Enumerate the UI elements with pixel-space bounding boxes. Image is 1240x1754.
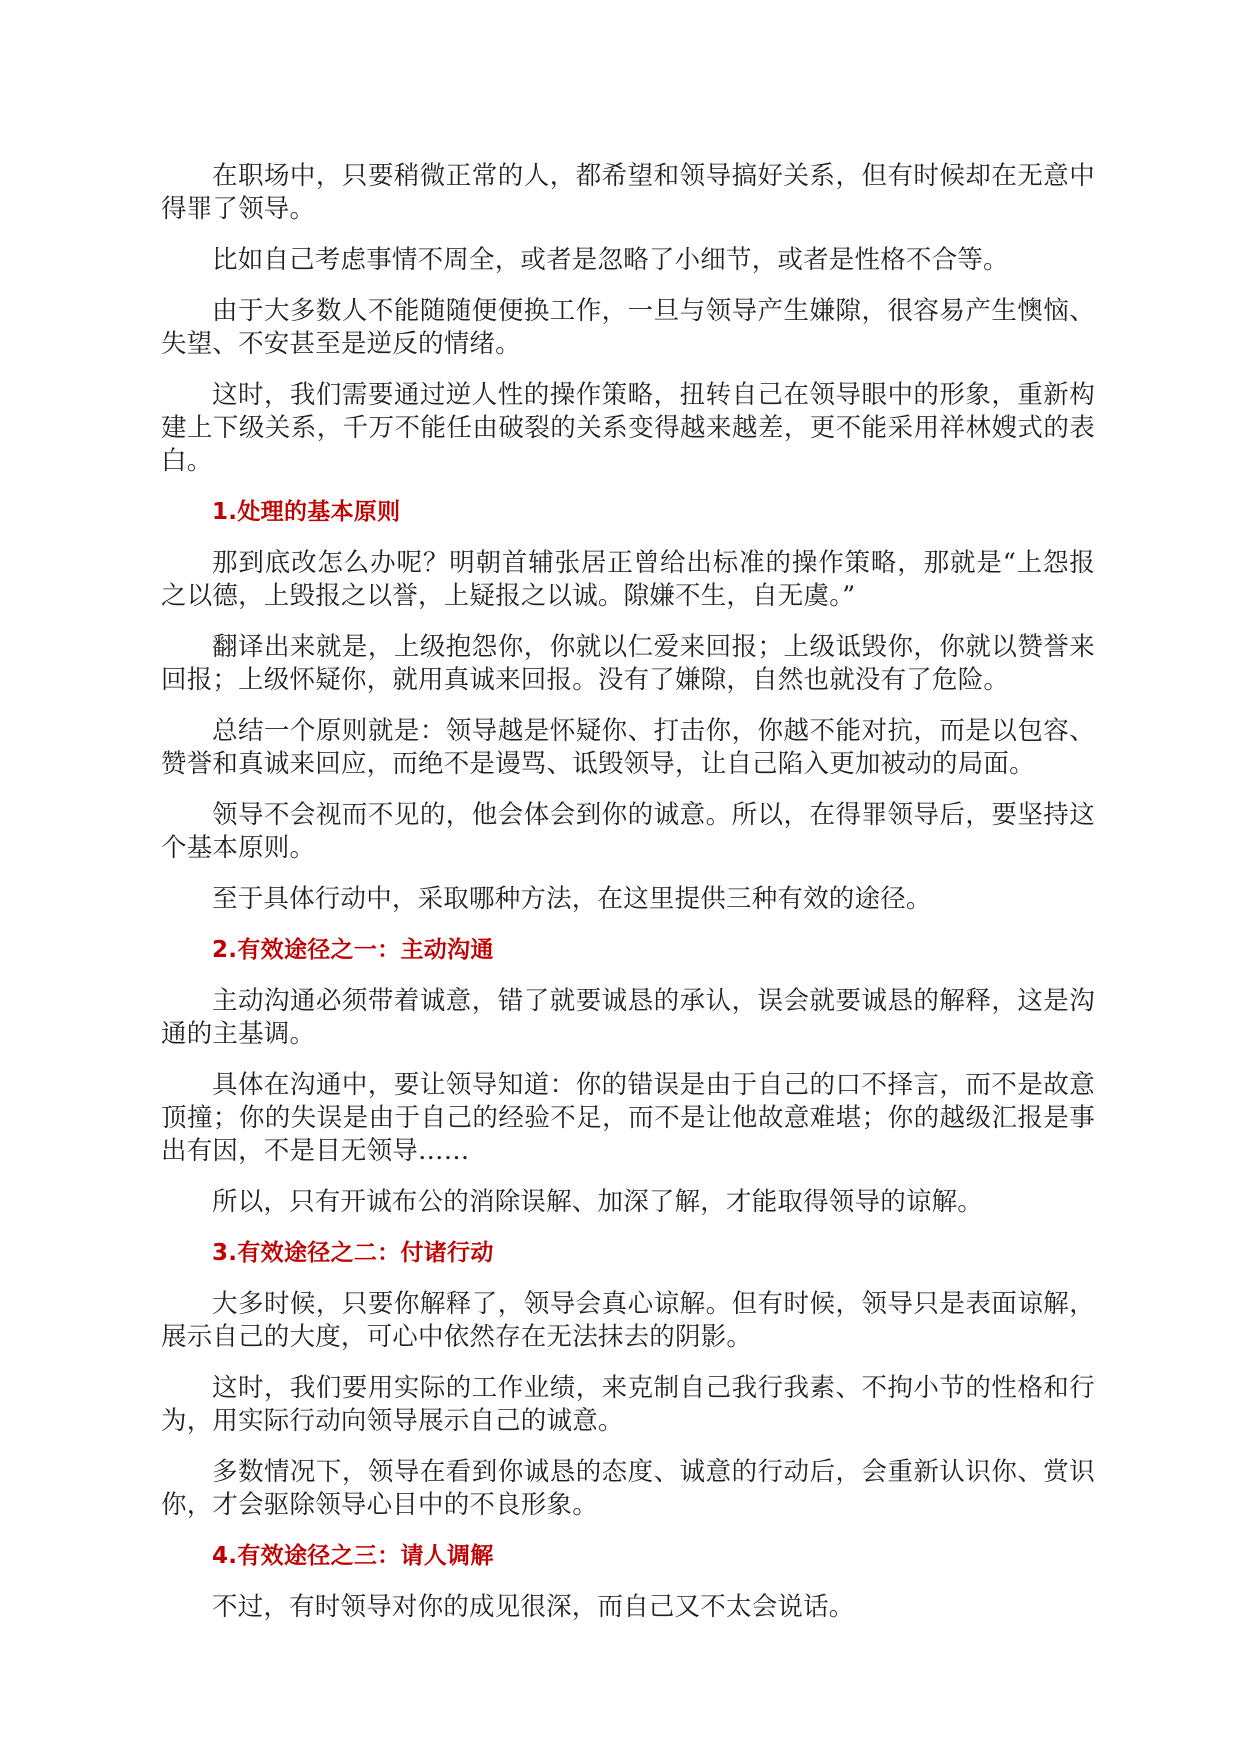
section-heading: 3.有效途径之二：付诸行动 (212, 1240, 494, 1266)
paragraph: 这时，我们要用实际的工作业绩，来克制自己我行我素、不拘小节的性格和行为，用实际行动向领导展示自己的诚意。 (161, 1373, 1095, 1436)
paragraph: 这时，我们需要通过逆人性的操作策略，扭转自己在领导眼中的形象，重新构建上下级关系，千万不能任由破裂的关系变得越来越差，更不能采用祥林嫂式的表白。 (161, 380, 1095, 476)
paragraph: 大多时候，只要你解释了，领导会真心谅解。但有时候，领导只是表面谅解，展示自己的大度，可心中依然存在无法抹去的阴影。 (161, 1289, 1095, 1352)
paragraph: 不过，有时领导对你的成见很深，而自己又不太会说话。 (212, 1592, 855, 1622)
paragraph: 领导不会视而不见的，他会体会到你的诚意。所以，在得罪领导后，要坚持这个基本原则。 (161, 800, 1095, 863)
paragraph: 那到底改怎么办呢？明朝首辅张居正曾给出标准的操作策略，那就是“上怨报之以德，上毁报之以誉，上疑报之以诚。隙嫌不生，自无虞。” (161, 548, 1095, 611)
paragraph: 在职场中，只要稍微正常的人，都希望和领导搞好关系，但有时候却在无意中得罪了领导。 (161, 161, 1095, 224)
document-body (161, 160, 1095, 1642)
paragraph: 由于大多数人不能随随便便换工作，一旦与领导产生嫌隙，很容易产生懊恼、失望、不安甚至是逆反的情绪。 (161, 296, 1095, 359)
section-heading: 4.有效途径之三：请人调解 (212, 1543, 494, 1569)
paragraph: 多数情况下，领导在看到你诚恳的态度、诚意的行动后，会重新认识你、赏识你，才会驱除领导心目中的不良形象。 (161, 1457, 1095, 1520)
paragraph: 具体在沟通中，要让领导知道：你的错误是由于自己的口不择言，而不是故意顶撞；你的失误是由于自己的经验不足，而不是让他故意难堪；你的越级汇报是事出有因，不是目无领导…… (161, 1070, 1095, 1166)
paragraph: 所以，只有开诚布公的消除误解、加深了解，才能取得领导的谅解。 (212, 1187, 984, 1217)
paragraph: 比如自己考虑事情不周全，或者是忽略了小细节，或者是性格不合等。 (212, 245, 1009, 275)
paragraph: 主动沟通必须带着诚意，错了就要诚恳的承认，误会就要诚恳的解释，这是沟通的主基调。 (161, 986, 1095, 1049)
paragraph: 至于具体行动中，采取哪种方法，在这里提供三种有效的途径。 (212, 884, 932, 914)
section-heading: 2.有效途径之一：主动沟通 (212, 937, 494, 963)
paragraph: 翻译出来就是，上级抱怨你，你就以仁爱来回报；上级诋毁你，你就以赞誉来回报；上级怀疑你，就用真诚来回报。没有了嫌隙，自然也就没有了危险。 (161, 632, 1095, 695)
paragraph: 总结一个原则就是：领导越是怀疑你、打击你，你越不能对抗，而是以包容、赞誉和真诚来回应，而绝不是谩骂、诋毁领导，让自己陷入更加被动的局面。 (161, 716, 1095, 779)
section-heading: 1.处理的基本原则 (212, 499, 401, 525)
